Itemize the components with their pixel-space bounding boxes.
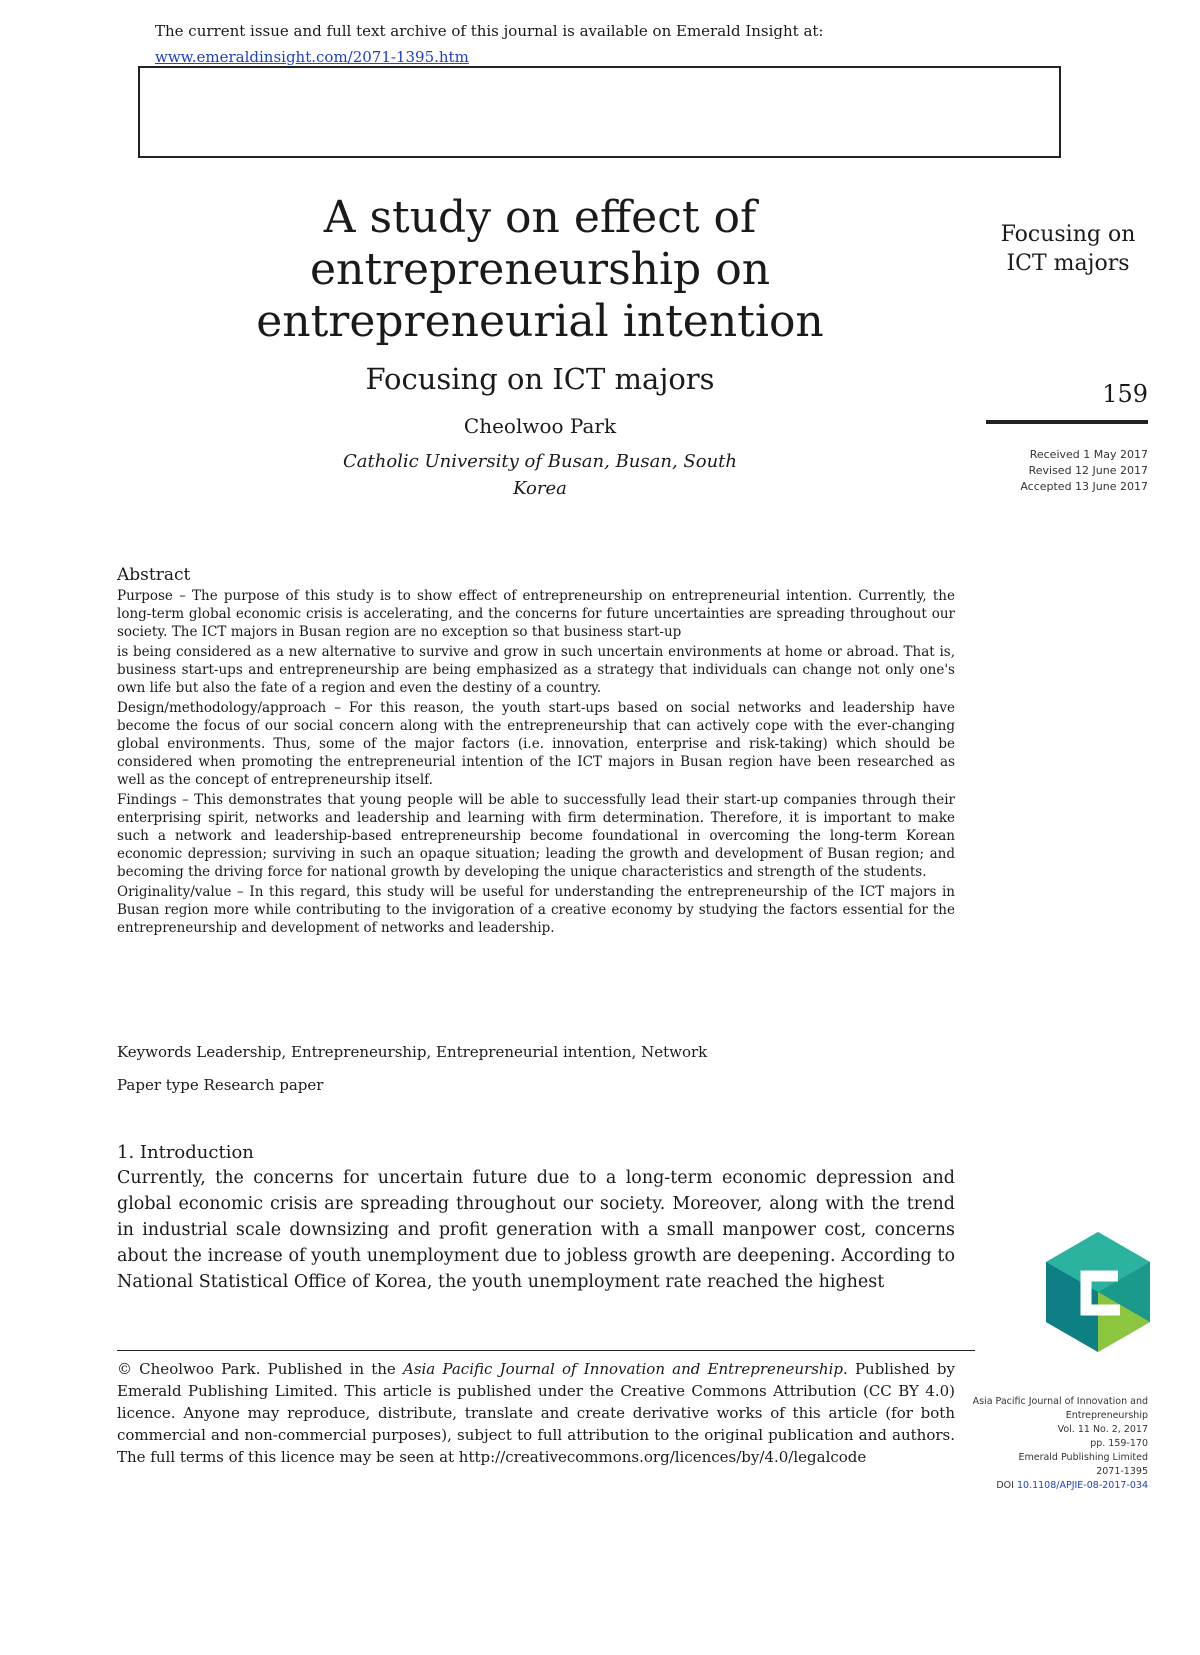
purpose-label: Purpose: [117, 588, 173, 604]
author-affiliation: [280, 448, 800, 502]
abstract-findings: [117, 791, 955, 881]
keywords: [117, 1043, 707, 1061]
margin-rule: [986, 420, 1148, 424]
keywords-label: Keywords: [117, 1043, 192, 1061]
author-name: Cheolwoo Park: [463, 414, 617, 438]
article-history: [1020, 447, 1148, 495]
page-number: 159: [1102, 380, 1148, 408]
findings-text: – This demonstrates that young people will be able to successfully lead their start-up companies through their enterprising spirit, networks and leadership and learning with firm determination. Therefore, it is important to make such a network and leadership-based entrepreneurship become foundational in overcoming the long-term Korean economic depression; surviving in such an opaque situation; leading the growth and development of Busan region; and becoming the driving force for national growth by developing the unique characteristics and strength of the students.: [117, 792, 955, 880]
imprint-line: Asia Pacific Journal of Innovation and: [972, 1396, 1148, 1407]
article-subtitle: Focusing on ICT majors: [365, 362, 715, 396]
imprint-line: 2071-1395: [1096, 1466, 1148, 1477]
purpose-text: – The purpose of this study is to show effect of entrepreneurship on entrepreneurial intention. Currently, the long-term global economic crisis is accelerating, and the concerns for future uncertainties are spreading throughout our society. The ICT majors in Busan region are no exception so that business start-up: [117, 588, 955, 640]
article-title: [150, 192, 930, 348]
license-footnote: [117, 1358, 955, 1468]
abstract-design: [117, 699, 955, 789]
paper-type-text: Research paper: [198, 1076, 324, 1094]
footnote-prefix: © Cheolwoo Park. Published in the: [117, 1360, 403, 1378]
journal-banner: [138, 66, 1061, 158]
doi-label: DOI: [996, 1480, 1017, 1491]
abstract-purpose-cont: is being considered as a new alternative to survive and grow in such uncertain environments at home or abroad. That is, business start-ups and entrepreneurship are being emphasized as a strategy that individuals can change not only one's own life but also the fate of a region and even the destiny of a country.: [117, 644, 955, 696]
emerald-logo-icon: [1046, 1232, 1150, 1352]
keywords-text: Leadership, Entrepreneurship, Entrepreneurial intention, Network: [191, 1043, 708, 1061]
findings-label: Findings: [117, 792, 177, 808]
introduction-heading: 1. Introduction: [117, 1142, 254, 1163]
running-head-line: Focusing on: [1000, 222, 1136, 247]
affiliation-line: Korea: [513, 478, 567, 499]
running-head: [988, 220, 1148, 278]
design-text: – For this reason, the youth start-ups based on social networks and leadership have become the focus of our social concern along with the entrepreneurship that can actively cope with the ever-changing global environments. Thus, some of the major factors (i.e. innovation, enterprise and risk-taking) which should be considered when promoting the entrepreneurial intention of the ICT majors in Busan region have been researched as well as the concept of entrepreneurship itself.: [117, 700, 955, 788]
imprint-doi: [958, 1479, 1148, 1493]
title-line: A study on effect of: [323, 192, 757, 243]
history-revised: Revised 12 June 2017: [1028, 464, 1148, 477]
design-label: Design/methodology/approach: [117, 700, 327, 716]
history-received: Received 1 May 2017: [1029, 448, 1148, 461]
journal-imprint: [958, 1395, 1148, 1493]
originality-text: – In this regard, this study will be useful for understanding the entrepreneurship of the ICT majors in Busan region more while contributing to the invigoration of a creative economy by studying the factors essential for the entrepreneurship and development of networks and leadership.: [117, 884, 955, 936]
footnote-journal: Asia Pacific Journal of Innovation and Entrepreneurship: [402, 1360, 843, 1378]
abstract-originality: [117, 883, 955, 937]
imprint-line: Emerald Publishing Limited: [1018, 1452, 1148, 1463]
journal-link[interactable]: www.emeraldinsight.com/2071-1395.htm: [155, 48, 469, 66]
footnote-rule: [117, 1350, 975, 1351]
imprint-line: pp. 159-170: [1090, 1438, 1148, 1449]
imprint-line: Entrepreneurship: [1065, 1410, 1148, 1421]
imprint-line: Vol. 11 No. 2, 2017: [1057, 1424, 1148, 1435]
banner-text: The current issue and full text archive of this journal is available on Emerald Insight at:: [155, 22, 824, 40]
title-line: entrepreneurial intention: [256, 296, 824, 347]
footnote-rest: . Published by Emerald Publishing Limited. This article is published under the Creative Commons Attribution (CC BY 4.0) licence. Anyone may reproduce, distribute, translate and create derivative works of this article (for both commercial and non-commercial purposes), subject to full attribution to the original publication and authors. The full terms of this licence may be seen at http://creativecommons.org/licences/by/4.0/legalcode: [117, 1360, 955, 1466]
introduction-body: Currently, the concerns for uncertain future due to a long-term economic depression and global economic crisis are spreading throughout our society. Moreover, along with the trend in industrial scale downsizing and profit generation with a small manpower cost, concerns about the increase of youth unemployment due to jobless growth are deepening. According to National Statistical Office of Korea, the youth unemployment rate reached the highest: [117, 1168, 955, 1292]
affiliation-line: Catholic University of Busan, Busan, South: [342, 451, 737, 472]
paper-type-label: Paper type: [117, 1076, 199, 1094]
paper-type: [117, 1076, 323, 1094]
running-head-line: ICT majors: [1006, 251, 1130, 276]
title-line: entrepreneurship on: [309, 244, 771, 295]
abstract-heading: Abstract: [117, 565, 191, 585]
history-accepted: Accepted 13 June 2017: [1020, 480, 1148, 493]
abstract-purpose: [117, 587, 955, 641]
originality-label: Originality/value: [117, 884, 232, 900]
introduction: [117, 1142, 955, 1295]
doi-link[interactable]: 10.1108/APJIE-08-2017-034: [1016, 1480, 1148, 1491]
abstract: [117, 566, 955, 939]
